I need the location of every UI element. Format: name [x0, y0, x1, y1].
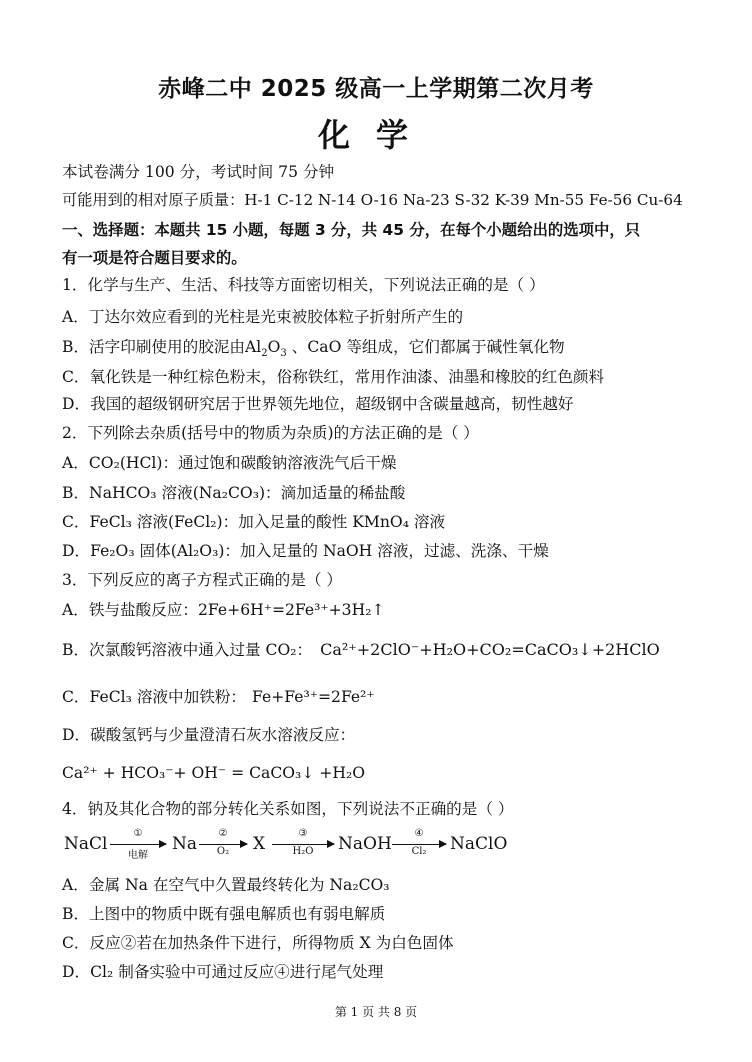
flow-arrow-3: [272, 844, 334, 845]
question-3-option-c: C．FeCl₃ 溶液中加铁粉： Fe+Fe³⁺=2Fe²⁺: [62, 688, 375, 706]
conversion-flow-diagram: [62, 828, 522, 864]
question-3-option-b: B．次氯酸钙溶液中通入过量 CO₂： Ca²⁺+2ClO⁻+H₂O+CO₂=CaCO₃↓+2HClO: [62, 640, 660, 659]
flow-label-bottom-4: Cl₂: [411, 846, 427, 857]
question-2-option-b: B．NaHCO₃ 溶液(Na₂CO₃)：滴加适量的稀盐酸: [62, 484, 406, 502]
section-heading-line1: 一、选择题：本题共 15 小题，每题 3 分，共 45 分，在每个小题给出的选项中，只: [62, 221, 641, 239]
question-4-option-b: B．上图中的物质中既有强电解质也有弱电解质: [62, 905, 386, 923]
question-4-stem: 4．钠及其化合物的部分转化关系如图，下列说法不正确的是（ ）: [62, 800, 514, 818]
question-4-option-d: D．Cl₂ 制备实验中可通过反应④进行尾气处理: [62, 963, 384, 981]
flow-node-na: Na: [172, 834, 198, 854]
atomic-masses: 可能用到的相对原子质量：H-1 C-12 N-14 O-16 Na-23 S-32 K-39 Mn-55 Fe-56 Cu-64: [62, 191, 683, 209]
flow-node-x: X: [253, 834, 266, 854]
page-footer: 第 1 页 共 8 页: [334, 1005, 418, 1019]
flow-node-naclo: NaClO: [450, 834, 508, 854]
question-3-option-a: A．铁与盐酸反应：2Fe+6H⁺=2Fe³⁺+3H₂↑: [62, 601, 385, 619]
exam-info: 本试卷满分 100 分，考试时间 75 分钟: [62, 163, 335, 181]
question-1-option-b: B．活字印刷使用的胶泥由$Al_2O_3$ 、CaO 等组成，它们都属于碱性氧化物: [62, 338, 565, 360]
question-1-stem: 1．化学与生产、生活、科技等方面密切相关，下列说法正确的是（ ）: [62, 276, 545, 294]
question-3-option-d-equation: Ca²⁺ + HCO₃⁻+ OH⁻ = CaCO₃↓ +H₂O: [62, 764, 366, 782]
question-3-stem: 3．下列反应的离子方程式正确的是（ ）: [62, 571, 342, 589]
flow-arrow-1: [110, 844, 166, 845]
question-2-option-c: C．FeCl₃ 溶液(FeCl₂)：加入足量的酸性 KMnO₄ 溶液: [62, 513, 446, 531]
flow-label-top-4: ④: [414, 828, 424, 839]
flow-arrow-4: [392, 844, 446, 845]
flow-node-nacl: NaCl: [64, 834, 108, 854]
flow-label-bottom-1: 电解: [128, 850, 148, 861]
exam-title: 赤峰二中 2025 级高一上学期第二次月考: [158, 76, 594, 102]
question-1-option-d: D．我国的超级钢研究居于世界领先地位，超级钢中含碳量越高，韧性越好: [62, 395, 574, 413]
section-heading-line2: 有一项是符合题目要求的。: [62, 249, 247, 267]
question-2-option-d: D．Fe₂O₃ 固体(Al₂O₃)：加入足量的 NaOH 溶液，过滤、洗涤、干燥: [62, 542, 549, 560]
question-4-option-a: A．金属 Na 在空气中久置最终转化为 Na₂CO₃: [62, 876, 390, 894]
question-1-option-c: C．氧化铁是一种红棕色粉末，俗称铁红，常用作油漆、油墨和橡胶的红色颜料: [62, 368, 605, 386]
flow-node-naoh: NaOH: [338, 834, 392, 854]
flow-label-bottom-2: O₂: [216, 846, 230, 857]
flow-label-top-2: ②: [218, 828, 228, 839]
question-2-option-a: A．CO₂(HCl)：通过饱和碳酸钠溶液洗气后干燥: [62, 454, 397, 472]
flow-label-top-3: ③: [298, 828, 308, 839]
flow-label-top-1: ①: [133, 828, 143, 839]
flow-label-bottom-3: H₂O: [292, 846, 314, 857]
flow-arrow-2: [199, 844, 247, 845]
question-1-option-a: A．丁达尔效应看到的光柱是光束被胶体粒子折射所产生的: [62, 308, 464, 326]
subject-title: 化学: [317, 116, 434, 154]
question-2-stem: 2．下列除去杂质(括号中的物质为杂质)的方法正确的是（ ）: [62, 424, 479, 442]
question-3-option-d: D．碳酸氢钙与少量澄清石灰水溶液反应：: [62, 726, 356, 744]
question-4-option-c: C．反应②若在加热条件下进行，所得物质 X 为白色固体: [62, 934, 454, 952]
